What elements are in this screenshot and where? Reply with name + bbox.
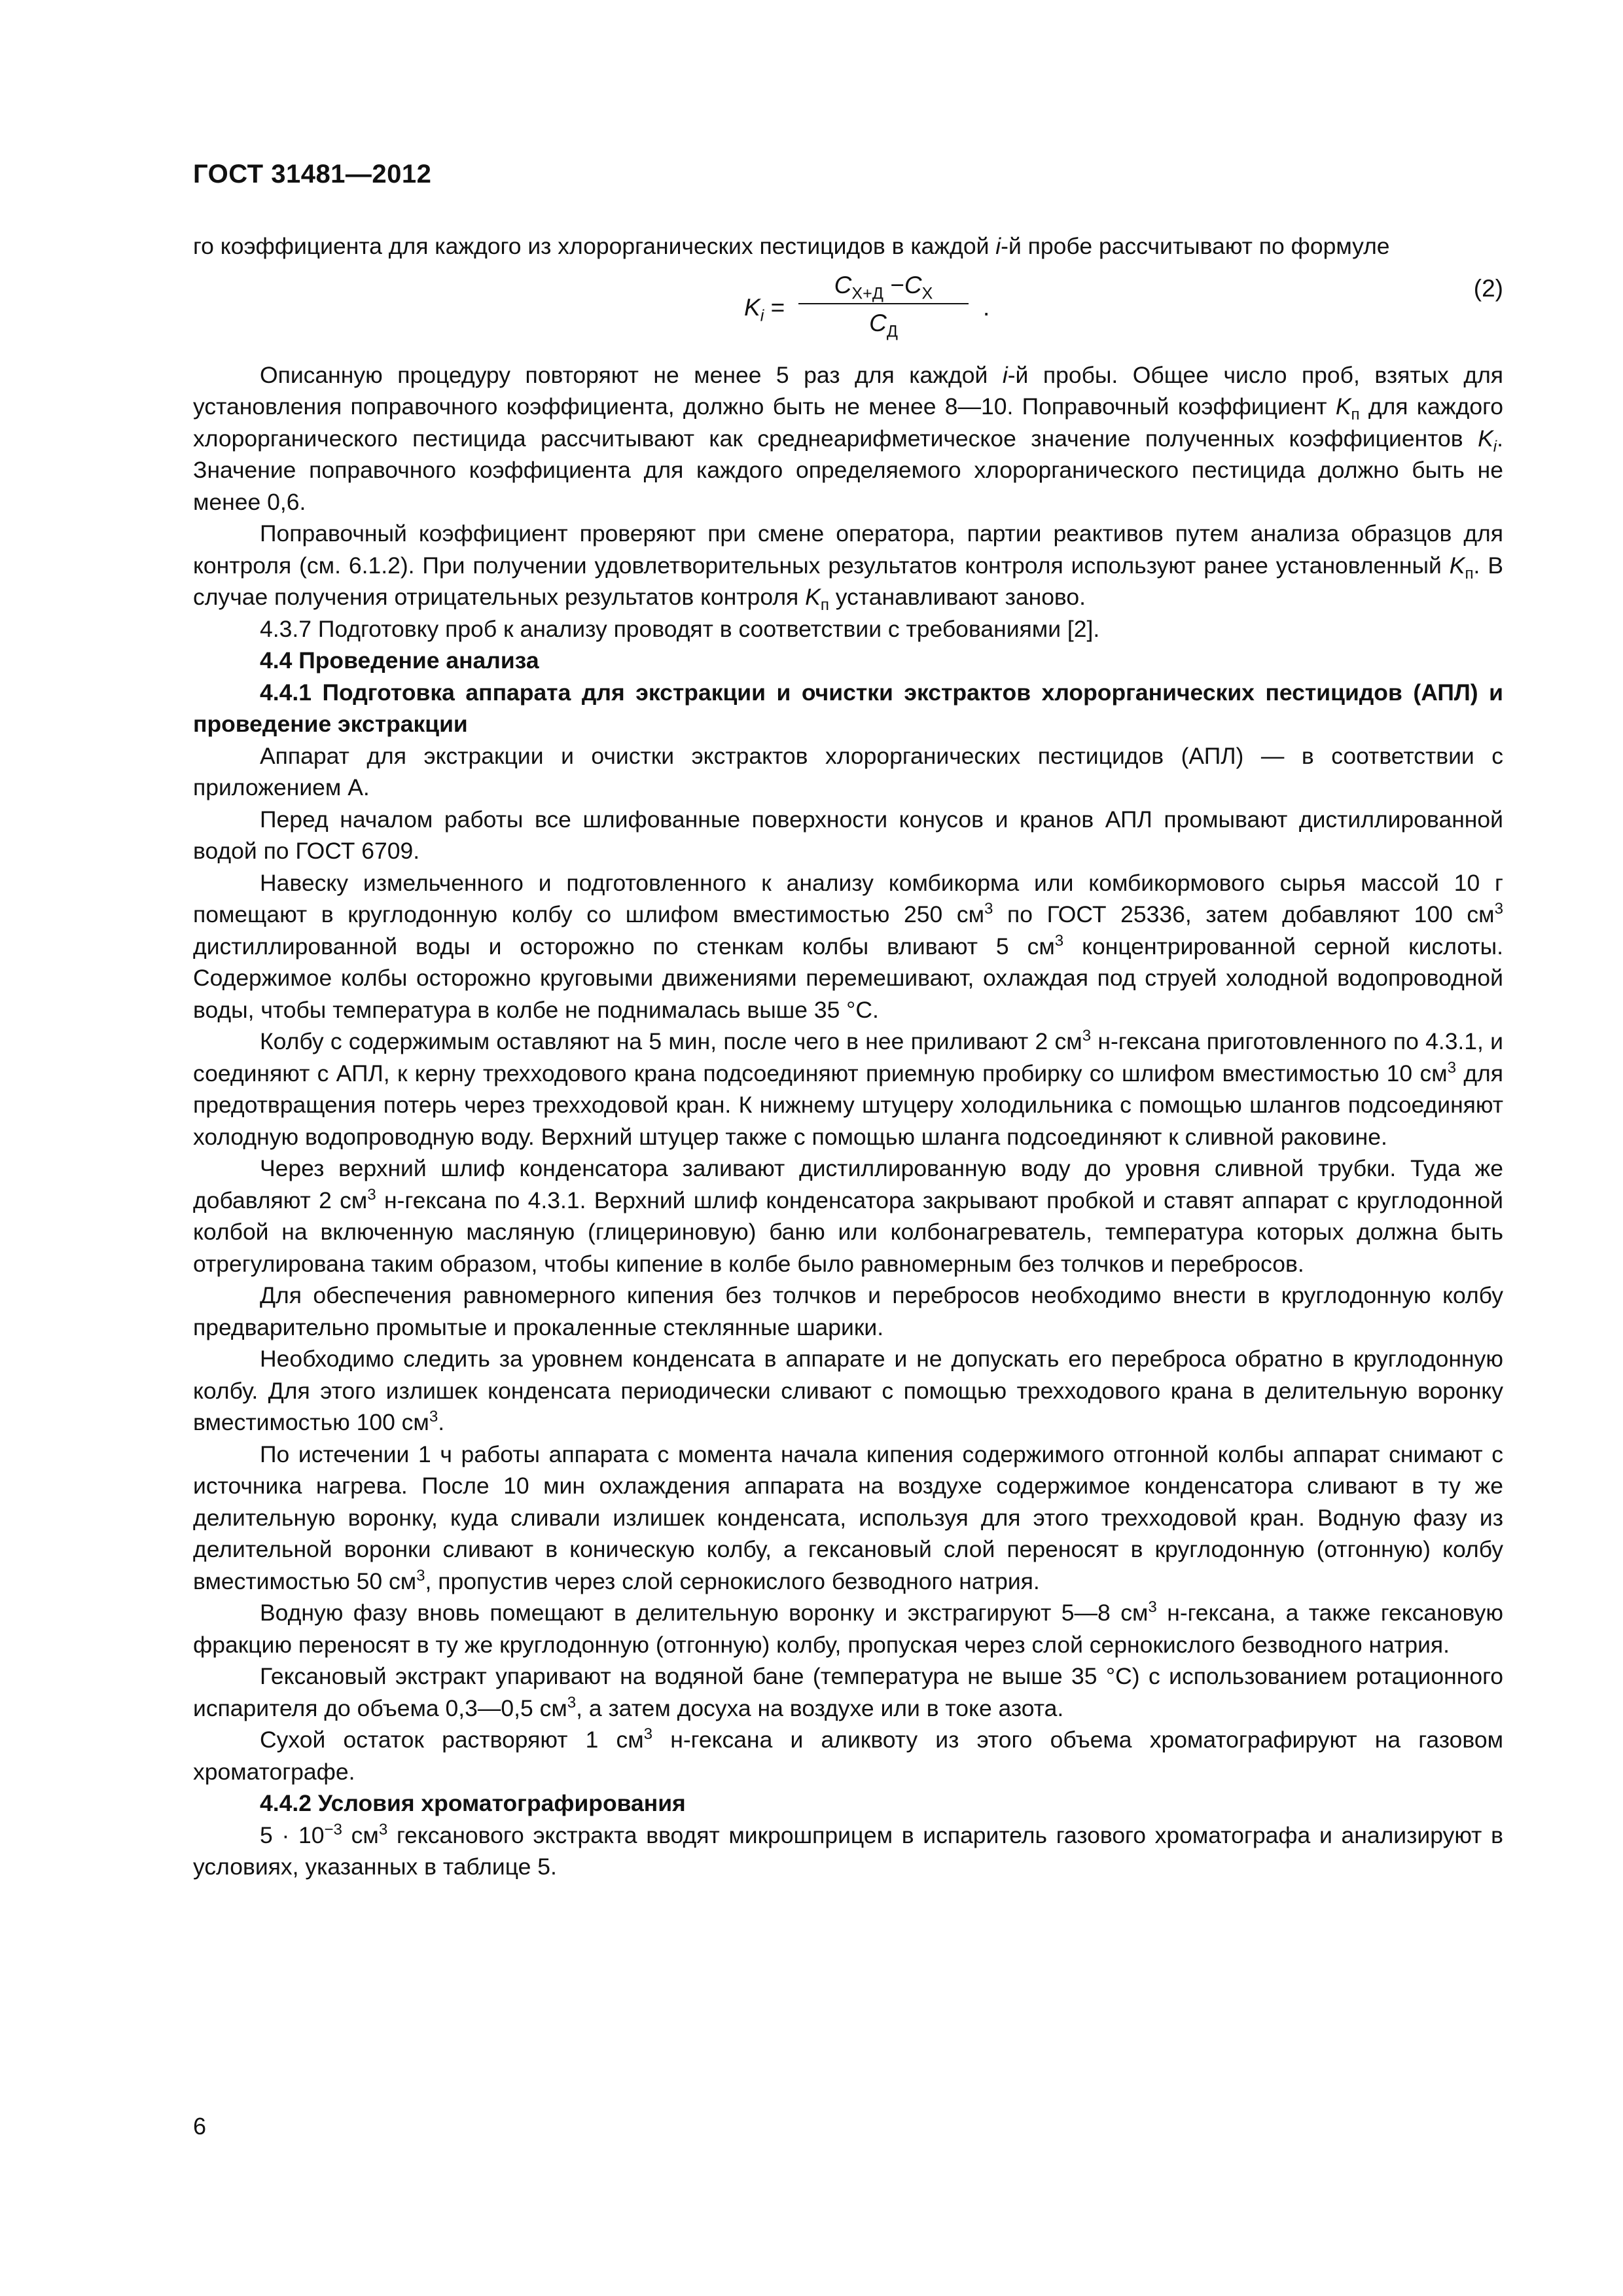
paragraph-injection: $5 \cdot 10^{-3}$ $см^3$ гексанового экстракта вводят микрошприцем в испаритель газового хроматографа и анализируют в условиях, указанных в таблице 5. (193, 1820, 1503, 1880)
paragraph-correction-check: Поправочный коэффициент проверяют при смене оператора, партии реактивов путем анализа образцов для контроля (см. 6.1.2). При получении удовлетворительных результатов контроля используют ранее установленный $K_п$. В случае получения отрицательных результатов контроля $K_п$ устанавливают заново. (193, 520, 1504, 615)
heading-4-4-2: 4.4.2 Условия хроматографирования (260, 1790, 686, 1816)
paragraph-rinse: Перед началом работы все шлифованные поверхности конусов и кранов АПЛ промывают дистиллированной водой по ГОСТ 6709. (193, 806, 1503, 864)
formula-numerator: $C_{Х+Д} -C_Х$ (834, 271, 933, 302)
paragraph-dry-residue: Сухой остаток растворяют 1 $см^3$ н-гексана и аликвоту из этого объема хроматографируют на газовом хроматографе. (193, 1725, 1503, 1785)
fraction-bar (798, 303, 969, 304)
formula-lhs: $K_i$ = (744, 293, 785, 325)
formula-dot: . (983, 293, 990, 321)
document-number-header: ГОСТ 31481—2012 (193, 160, 432, 188)
paragraph-apparatus: Аппарат для экстракции и очистки экстрактов хлорорганических пестицидов (АПЛ) — в соответствии с приложением А. (193, 742, 1503, 800)
paragraph-4-3-7: 4.3.7 Подготовку проб к анализу проводят в соответствии с требованиями [2]. (260, 615, 1100, 642)
paragraph-procedure: Описанную процедуру повторяют не менее 5 раз для каждой i-й пробы. Общее число проб, взятых для установления поправочного коэффициента, должно быть не менее 8—10. Поправочный коэффициент $K_п$ для каждого хлорорганического пестицида рассчитывают как среднеарифметическое значение полученных коэффициентов $K_i$. Значение поправочного коэффициента для каждого определяемого хлорорганического пестицида должно быть не менее 0,6. (193, 361, 1504, 515)
heading-4-4: 4.4 Проведение анализа (260, 647, 539, 673)
formula-2 (193, 270, 1503, 345)
formula-denominator: $C_Д$ (869, 309, 898, 340)
heading-4-4-1: 4.4.1 Подготовка аппарата для экстракции и очистки экстрактов хлорорганических пестицидов (АПЛ) и проведение экстракции (193, 679, 1503, 737)
paragraph-boiling-beads: Для обеспечения равномерного кипения без толчков и перебросов необходимо внести в круглодонную колбу предварительно промытые и прокаленные стеклянные шарики. (193, 1282, 1503, 1340)
paragraph-flask-hexane: Колбу с содержимым оставляют на 5 мин, после чего в нее приливают 2 $см^3$ н-гексана приготовленного по 4.3.1, и соединяют с АПЛ, к керну трехходового крана подсоединяют приемную пробирку со шлифом вместимостью 10 $см^3$ для предотвращения потерь через трехходовой кран. К нижнему штуцеру холодильника с помощью шлангов подсоединяют холодную водопроводную воду. Верхний штуцер также с помощью шланга подсоединяют к сливной раковине. (193, 1027, 1503, 1150)
paragraph-continuation: го коэффициента для каждого из хлорорганических пестицидов в каждой i-й пробе рассчитывают по формуле (193, 233, 1390, 259)
paragraph-after-1h: По истечении 1 ч работы аппарата с момента начала кипения содержимого отгонной колбы аппарат снимают с источника нагрева. После 10 мин охлаждения аппарата на воздухе содержимое конденсатора сливают в ту же делительную воронку, куда сливали излишек конденсата, используя для этого трехходовой кран. Водную фазу из делительной воронки сливают в коническую колбу, а гексановый слой переносят в круглодонную (отгонную) колбу вместимостью 50 $см^3$, пропустив через слой сернокислого безводного натрия. (193, 1441, 1503, 1594)
paragraph-evaporation: Гексановый экстракт упаривают на водяной бане (температура не выше 35 °С) с использованием ротационного испарителя до объема 0,3—0,5 $см^3$, а затем досуха на воздухе или в токе азота. (193, 1663, 1503, 1721)
document-body (193, 230, 1503, 1883)
formula-fraction (798, 270, 969, 338)
formula-number: (2) (1473, 274, 1503, 302)
paragraph-condenser: Через верхний шлиф конденсатора заливают дистиллированную воду до уровня сливной трубки. Туда же добавляют 2 $см^3$ н-гексана по 4.3.1. Верхний шлиф конденсатора закрывают пробкой и ставят аппарат с круглодонной колбой на включенную масляную (глицериновую) баню или колбонагреватель, температура которых должна быть отрегулирована таким образом, чтобы кипение в колбе было равномерным без толчков и перебросов. (193, 1155, 1504, 1277)
page-number: 6 (193, 2113, 207, 2140)
paragraph-condensate-level: Необходимо следить за уровнем конденсата в аппарате и не допускать его переброса обратно в круглодонную колбу. Для этого излишек конденсата периодически сливают с помощью трехходового крана в делительную воронку вместимостью 100 $см^3$. (193, 1346, 1503, 1435)
paragraph-sample-weight: Навеску измельченного и подготовленного к анализу комбикорма или комбикормового сырья массой 10 г помещают в круглодонную колбу со шлифом вместимостью 250 $см^3$ по ГОСТ 25336, затем добавляют 100 $см^3$ дистиллированной воды и осторожно по стенкам колбы вливают 5 $см^3$ концентрированной серной кислоты. Содержимое колбы осторожно круговыми движениями перемешивают, охлаждая под струей холодной водопроводной воды, чтобы температура в колбе не поднималась выше 35 °С. (193, 869, 1503, 1023)
paragraph-aqueous-phase: Водную фазу вновь помещают в делительную воронку и экстрагируют 5—8 $см^3$ н-гексана, а также гексановую фракцию переносят в ту же круглодонную (отгонную) колбу, пропуская через слой сернокислого безводного натрия. (193, 1598, 1503, 1658)
